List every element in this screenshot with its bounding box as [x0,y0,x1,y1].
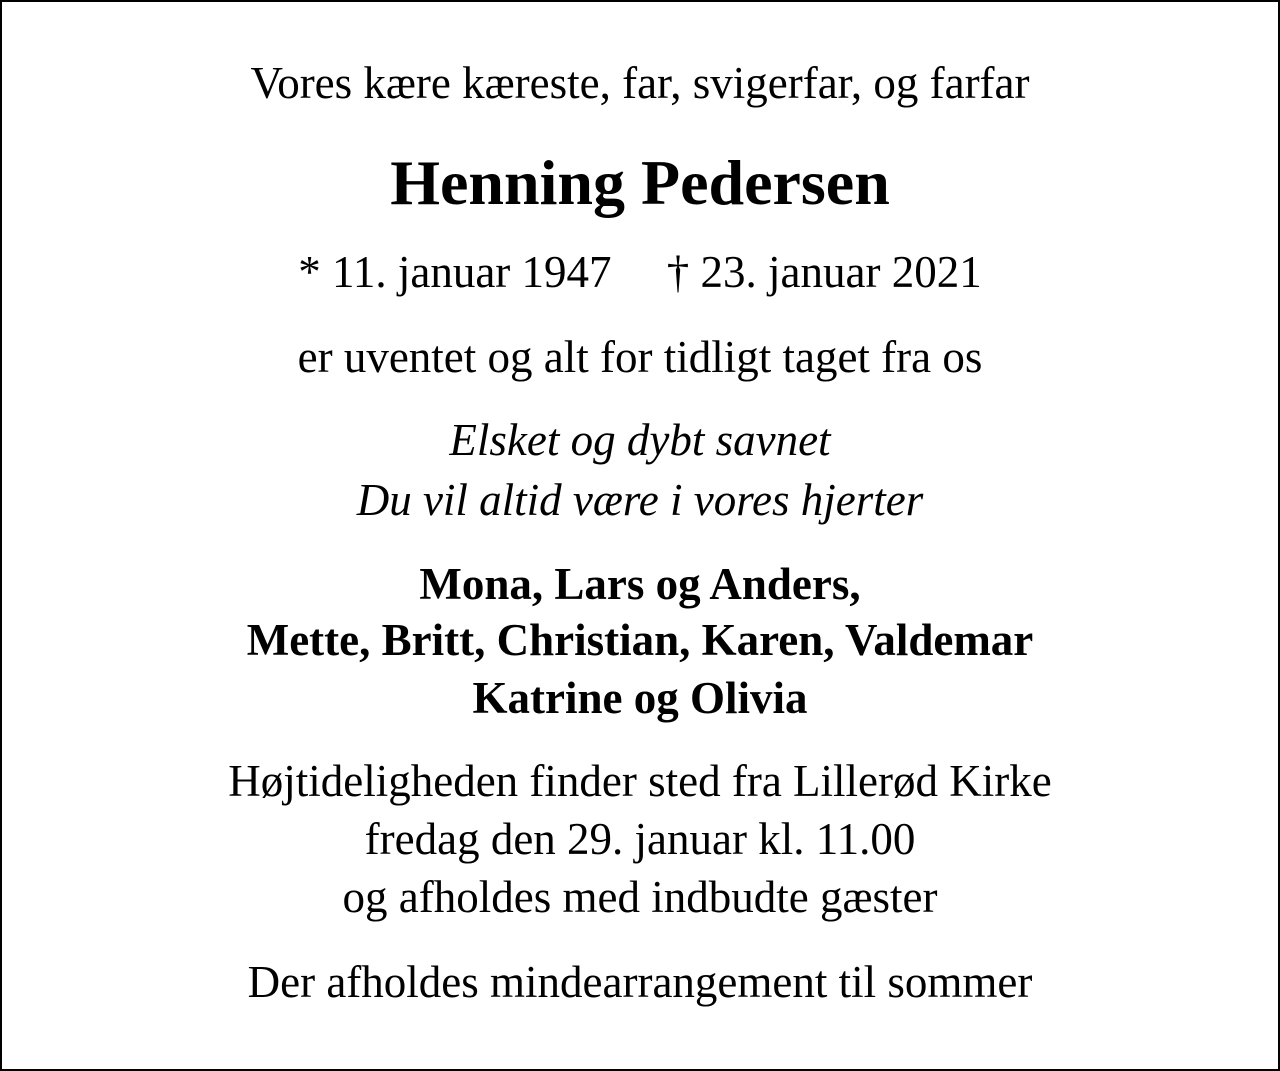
birth-symbol: * [298,247,321,297]
birth-date: 11. januar 1947 [332,247,612,297]
family-line: Katrine og Olivia [472,673,808,723]
family-line: Mette, Britt, Christian, Karen, Valdemar [246,615,1034,665]
service-line: fredag den 29. januar kl. 11.00 [364,814,916,864]
intro-line: Vores kære kæreste, far, svigerfar, og farfar [250,58,1030,108]
death-symbol: † [666,247,690,297]
tribute-line: Elsket og dybt savnet [449,415,831,465]
deceased-name: Henning Pedersen [390,147,890,218]
family-line: Mona, Lars og Anders, [419,559,861,609]
death-date: 23. januar 2021 [700,247,982,297]
memorial-line: Der afholdes mindearrangement til sommer [247,957,1033,1007]
tribute-line: Du vil altid være i vores hjerter [356,475,924,525]
passing-line: er uventet og alt for tidligt taget fra os [297,332,983,382]
dates-line [0,243,1280,301]
service-line: Højtideligheden finder sted fra Lillerød Kirke [228,756,1052,806]
service-line: og afholdes med indbudte gæster [342,872,938,922]
